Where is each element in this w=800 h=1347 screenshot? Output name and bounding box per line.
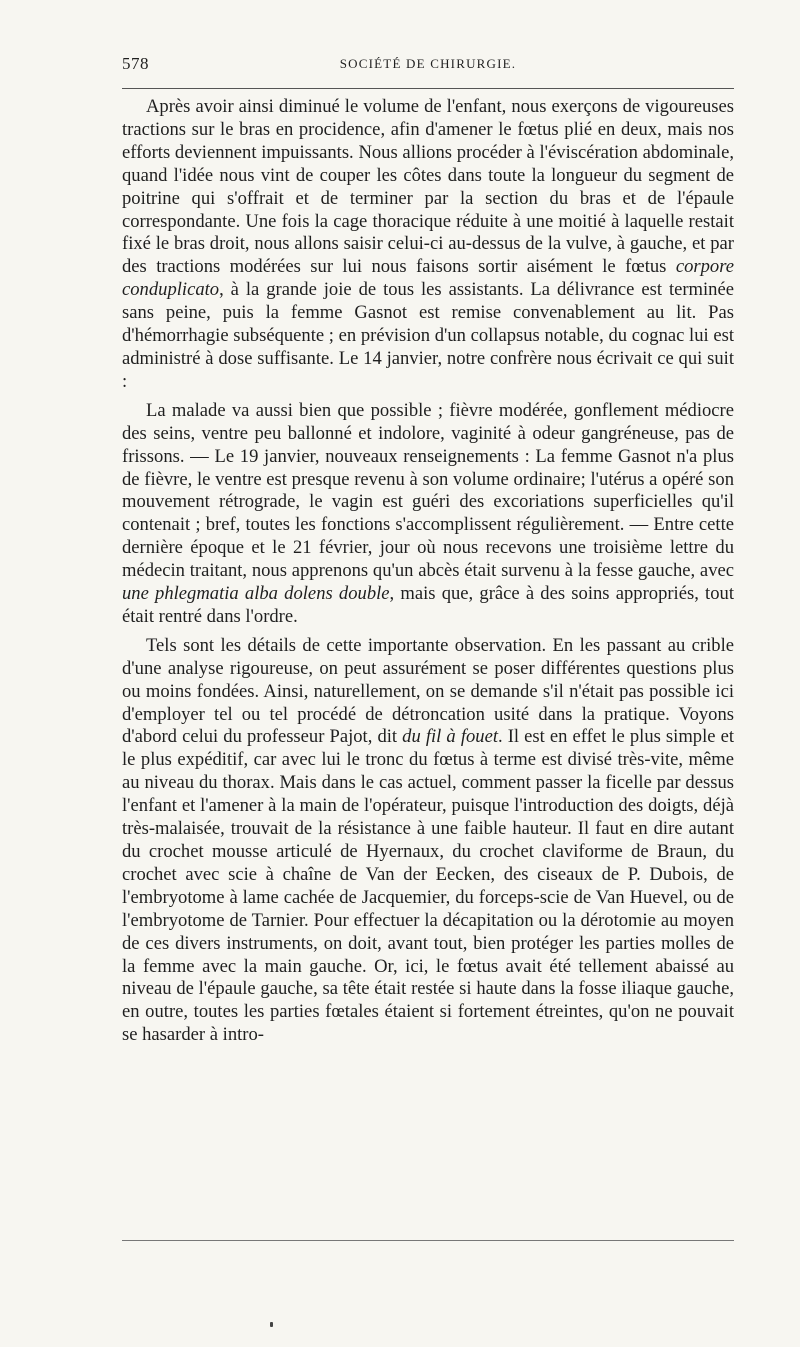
italic-phrase-3: du fil à fouet	[402, 726, 498, 748]
paragraph-1: Après avoir ainsi diminué le volume de l'enfant, nous exerçons de vigoureuses tractions sur le bras en procidence, afin d'amener le fœtus plié en deux, mais nos efforts deviennent impuissants. Nous allions procéder à l'éviscération abdominale, quand l'idée nous vint de couper les côtes dans toute la longueur du segment de poitrine qui s'offrait et de terminer par la section du bras et de l'épaule correspondante. Une fois la cage thoracique réduite à une moitié à laquelle restait fixé le bras droit, nous allons saisir celui-ci au-dessus de la vulve, à gauche, et par des tractions modérées sur lui nous faisons sortir aisément le fœtus corpore conduplicato, à la grande joie de tous les assistants. La délivrance est terminée sans peine, puis la femme Gasnot est remise convenablement au lit. Pas d'hémorrhagie subséquente ; en prévision d'un collapsus notable, du cognac lui est administré à dose suffisante. Le 14 janvier, notre confrère nous écrivait ce qui suit :	[122, 96, 734, 392]
page-number: 578	[122, 54, 149, 73]
footer-rule	[122, 1240, 734, 1241]
paragraph-3: Tels sont les détails de cette importante observation. En les passant au crible d'une analyse rigoureuse, on peut assurément se poser différentes questions plus ou moins fondées. Ainsi, naturellement, on se demande s'il n'était pas possible ici d'employer tel ou tel procédé de détroncation usité dans la pratique. Voyons d'abord celui du professeur Pajot, dit du fil à fouet. Il est en effet le plus simple et le plus expéditif, car avec lui le tronc du fœtus à terme est divisé très-vite, même au niveau du thorax. Mais dans le cas actuel, comment passer la ficelle par dessus l'enfant et l'amener à la main de l'opérateur, puisque l'introduction des doigts, déjà très-malaisée, trouvait de la résistance à une faible hauteur. Il faut en dire autant du crochet mousse articulé de Hyernaux, du crochet claviforme de Braun, du crochet avec scie à chaîne de Van der Eecken, des ciseaux de P. Dubois, de l'embryotome à lame cachée de Jacquemier, du forceps-scie de Van Huevel, ou de l'embryotome de Tarnier. Pour effectuer la décapitation ou la dérotomie au moyen de ces divers instruments, on doit, avant tout, bien protéger les parties molles de la femme avec la main gauche. Or, ici, le fœtus avait été tellement abaissé au niveau de l'épaule gauche, sa tête était restée si haute dans la fosse iliaque gauche, en outre, toutes les parties fœtales étaient si fortement étreintes, qu'on ne pouvait se hasarder à intro-	[122, 634, 735, 1046]
italic-phrase-1: corpore conduplicato	[122, 256, 734, 301]
print-speck	[270, 1322, 273, 1327]
page-header	[122, 54, 734, 80]
body-text	[122, 96, 734, 1047]
running-head: SOCIÉTÉ DE CHIRURGIE.	[339, 56, 517, 71]
italic-phrase-2: une phlegmatia alba dolens double	[122, 583, 390, 605]
paragraph-2: La malade va aussi bien que possible ; fièvre modérée, gonflement médiocre des seins, ventre peu ballonné et indolore, vaginité à odeur gangréneuse, pas de frissons. — Le 19 janvier, nouveaux renseignements : La femme Gasnot n'a plus de fièvre, le ventre est presque revenu à son volume ordinaire; l'utérus a opéré son mouvement rétrograde, le vagin est guéri des excoriations superficielles qu'il contenait ; bref, toutes les fonctions s'accomplissent régulièrement. — Entre cette dernière époque et le 21 février, jour où nous recevons une troisième lettre du médecin traitant, nous apprenons qu'un abcès était survenu à la fesse gauche, avec une phlegmatia alba dolens double, mais que, grâce à des soins appropriés, tout était rentré dans l'ordre.	[122, 399, 734, 627]
header-rule	[122, 88, 734, 89]
